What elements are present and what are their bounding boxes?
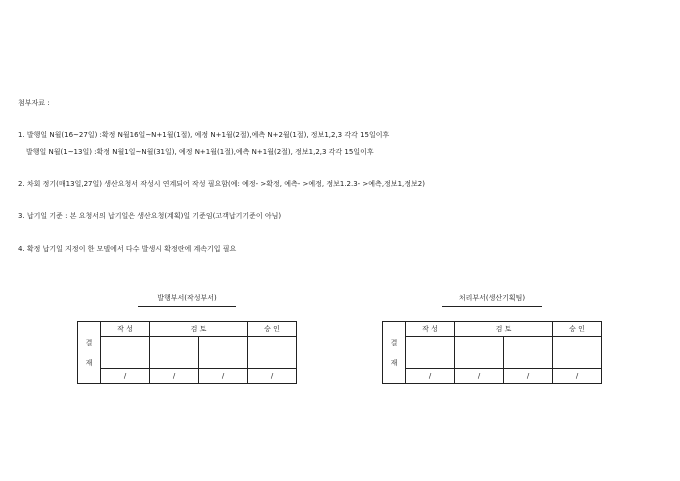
issuing-approval-table [77, 321, 297, 384]
header-writer: 작 성 [101, 322, 150, 337]
header-approve: 승 인 [248, 322, 297, 337]
sign-cell-review-1[interactable] [150, 337, 199, 369]
date-cell[interactable]: / [248, 369, 297, 384]
header-review: 검 토 [455, 322, 553, 337]
sign-cell-writer[interactable] [101, 337, 150, 369]
note-item-1-sub: 발행일 N월(1~13일) :확정 N월1일~N월(31일), 예정 N+1월(1절),예측 N+1월(2절), 정보1,2,3 각각 15일이후 [26, 148, 374, 156]
issuing-dept-title [138, 293, 236, 307]
header-approve: 승 인 [553, 322, 602, 337]
header-writer: 작 성 [406, 322, 455, 337]
processing-dept-title [442, 293, 542, 307]
sign-cell-review-2[interactable] [504, 337, 553, 369]
note-item-3: 3. 납기일 기준 : 본 요청서의 납기일은 생산요청(계획)일 기준임(고객납기기준이 아님) [18, 212, 282, 220]
sign-cell-approve[interactable] [553, 337, 602, 369]
processing-approval-table [382, 321, 602, 384]
date-cell[interactable]: / [504, 369, 553, 384]
sign-cell-review-1[interactable] [455, 337, 504, 369]
sign-cell-writer[interactable] [406, 337, 455, 369]
processing-dept-title-text: 처리부서(생산기획팀) [458, 294, 526, 302]
date-cell[interactable]: / [406, 369, 455, 384]
note-item-1: 1. 발행일 N월(16~27일) :확정 N월16일~N+1월(1절), 예정 N+1월(2절),예측 N+2월(1절), 정보1,2,3 각각 15일이후 [18, 131, 390, 139]
sign-cell-approve[interactable] [248, 337, 297, 369]
date-cell[interactable]: / [101, 369, 150, 384]
date-cell[interactable]: / [199, 369, 248, 384]
header-review: 검 토 [150, 322, 248, 337]
issuing-dept-title-text: 발행부서(작성부서) [157, 294, 217, 302]
approval-side-label: 결 재 [383, 322, 406, 384]
date-cell[interactable]: / [455, 369, 504, 384]
sign-cell-review-2[interactable] [199, 337, 248, 369]
date-cell[interactable]: / [150, 369, 199, 384]
approval-side-label: 결 재 [78, 322, 101, 384]
note-item-4: 4. 확정 납기일 지정이 한 모델에서 다수 발생시 확정란에 계속기입 필요 [18, 245, 237, 253]
date-cell[interactable]: / [553, 369, 602, 384]
attachment-label: 첨부자료 : [18, 99, 50, 107]
note-item-2: 2. 차회 정기(매13일,27일) 생산요청서 작성시 연계되어 작성 필요함(예: 예정- >확정, 예측- >예정, 정보1.2.3- >예측,정보1,정보2) [18, 180, 425, 188]
